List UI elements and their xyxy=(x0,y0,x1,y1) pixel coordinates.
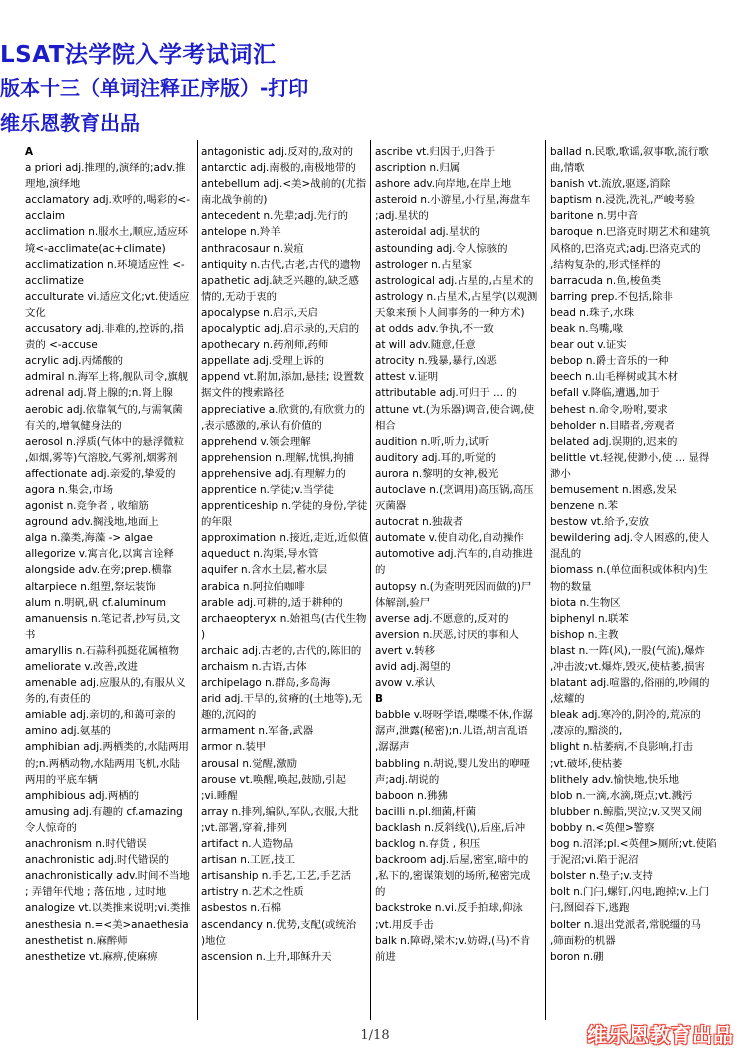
vocab-entry-line: astounding adj.令人惊骇的 xyxy=(375,242,508,255)
vocab-entry-line: archaism n.古语,古体 xyxy=(201,661,307,673)
vocab-entry-line: antebellum adj.<美>战前的(尤指 xyxy=(201,178,367,191)
vocab-entry-line: aurora n.黎明的女神,极光 xyxy=(375,467,499,480)
vocab-entry-line: 闩,囫囵吞下,逃跑 xyxy=(550,902,630,915)
vocab-entry-line: amaryllis n.石蒜科孤挺花属植物 xyxy=(25,644,180,657)
vocab-entry-line: beholder n.目睹者,旁观者 xyxy=(550,419,675,432)
vocab-entry-line: ) xyxy=(201,628,206,641)
vocab-entry-line: averse adj.不愿意的,反对的 xyxy=(375,612,509,625)
vocab-entry-line: armament n.军备,武器 xyxy=(201,725,314,738)
vocab-entry-line: beech n.山毛榉树或其木材 xyxy=(550,371,678,384)
vocab-entry-line: ;vt.破坏,使枯萎 xyxy=(550,757,623,770)
vocab-entry-line: amenable adj.应服从的,有服从义 xyxy=(25,677,186,690)
vocab-entry-line: 前进 xyxy=(375,950,396,963)
vocab-entry-line: appellate adj.受理上诉的 xyxy=(201,355,324,368)
vocab-entry-line: apothecary n.药剂师,药师 xyxy=(201,339,329,352)
vocab-entry-line: ,凄凉的,黯淡的, xyxy=(550,725,623,738)
vocab-entry-line: bog n.沼泽;pl.<英俚>厕所;vt.使陷 xyxy=(550,838,717,851)
vocab-column-2 xyxy=(201,144,369,965)
vocab-entry-line: bead n.珠子,水珠 xyxy=(550,306,635,319)
vocab-entry-line: auditory adj.耳的,听觉的 xyxy=(375,451,496,464)
vocab-entry-line: blatant adj.喧嚣的,俗丽的,吵闹的 xyxy=(550,677,710,690)
vocab-entry-line: accusatory adj.非难的,控诉的,指 xyxy=(25,323,184,336)
vocab-entry-line: asbestos n.石棉 xyxy=(201,902,281,915)
vocab-entry-line: ;vi.睡醒 xyxy=(201,789,238,802)
vocab-entry-line: alongside adv.在旁;prep.横靠 xyxy=(25,564,172,577)
vocab-entry-line: at will adv.随意,任意 xyxy=(375,339,476,352)
vocab-entry-line: asteroid n.小游星,小行星,海盘车 xyxy=(375,194,531,207)
vocab-entry-line: astrologer n.占星家 xyxy=(375,258,473,271)
vocab-entry-line: belated adj.误期的,迟来的 xyxy=(550,435,678,448)
vocab-entry-line: acculturate vi.适应文化;vt.使适应 xyxy=(25,290,190,303)
vocab-entry-line: apprehend v.领会理解 xyxy=(201,435,311,448)
vocab-entry-line: 书 xyxy=(25,628,36,641)
vocab-entry-line: baritone n.男中音 xyxy=(550,210,638,223)
vocab-entry-line: alga n.藻类,海藻 -> algae xyxy=(25,532,153,545)
vocab-entry-line: 趣的,沉闷的 xyxy=(201,709,257,722)
vocab-entry-line: aerobic adj.依靠氧气的,与需氧菌 xyxy=(25,403,183,416)
vocab-entry-line: 有关的,增氧健身法的 xyxy=(25,419,122,432)
vocab-entry-line: autopsy n.(为查明死因而做的)尸 xyxy=(375,580,532,593)
vocab-entry-line: ascension n.上升,耶稣升天 xyxy=(201,950,332,963)
vocab-entry-line: bestow vt.给予,安放 xyxy=(550,516,650,529)
vocab-entry-line: 渺小 xyxy=(550,467,571,480)
vocab-entry-line: bacilli n.pl.细菌,杆菌 xyxy=(375,805,477,818)
vocab-entry-line: amusing adj.有趣的 cf.amazing xyxy=(25,805,183,818)
vocab-entry-line: baboon n.狒狒 xyxy=(375,789,448,802)
vocab-entry-line: bolt n.门闩,螺钉,闪电,跑掉;v.上门 xyxy=(550,886,710,899)
vocab-entry-line: automate v.使自动化,自动操作 xyxy=(375,532,524,545)
vocab-entry-line: aqueduct n.沟渠,导水管 xyxy=(201,548,319,561)
vocab-entry-line: 责的 <-accuse xyxy=(25,339,98,352)
vocab-entry-line: altarpiece n.组塑,祭坛装饰 xyxy=(25,580,156,593)
vocab-entry-line: 风格的,巴洛克式;adj.巴洛克式的 xyxy=(550,242,701,255)
vocab-entry-line: autoclave n.(烹调用)高压锅,高压 xyxy=(375,483,534,496)
vocab-entry-line: ,私下的,密谋策划的场所,秘密完成 xyxy=(375,870,531,883)
vocab-entry-line: antecedent n.先辈;adj.先行的 xyxy=(201,210,348,223)
vocab-entry-line: apocalypse n.启示,天启 xyxy=(201,306,318,319)
vocab-entry-line: ,如烟,雾等)气溶胶,气雾剂,烟雾剂 xyxy=(25,451,178,464)
vocab-entry-line: armor n.装甲 xyxy=(201,741,267,754)
vocab-column-3 xyxy=(375,144,543,965)
vocab-entry-line: 理地,演绎地 xyxy=(25,178,81,191)
vocab-entry-line: arouse vt.唤醒,唤起,鼓励,引起 xyxy=(201,773,347,786)
vocab-entry-line: ballad n.民歌,歌谣,叙事歌,流行歌 xyxy=(550,146,709,158)
vocab-entry-line: apocalyptic adj.启示录的,天启的 xyxy=(201,323,360,336)
vocab-entry-line: ,结构复杂的,形式怪样的 xyxy=(550,258,661,271)
vocab-entry-line: bewildering adj.令人困惑的,使人 xyxy=(550,532,710,545)
vocab-entry-line: 天象来预卜人间事务的一种方术) xyxy=(375,306,525,319)
vocab-entry-line: antelope n.羚羊 xyxy=(201,226,281,239)
vocab-entry-line: blast n.一阵(风),一股(气流),爆炸 xyxy=(550,644,705,657)
vocab-entry-line: audition n.听,听力,试听 xyxy=(375,435,490,448)
vocab-entry-line: amiable adj.亲切的,和蔼可亲的 xyxy=(25,709,176,722)
vocab-entry-line: antarctic adj.南极的,南极地带的 xyxy=(201,162,356,175)
vocab-entry-line: backlog n.存货 , 积压 xyxy=(375,838,481,851)
vocab-entry-line: ameliorate v.改善,改进 xyxy=(25,661,138,673)
vocab-entry-line: acclamatory adj.欢呼的,喝彩的<- xyxy=(25,194,190,207)
vocab-entry-line: banish vt.流放,驱逐,消除 xyxy=(550,178,671,191)
vocab-entry-line: 两用的平底车辆 xyxy=(25,773,98,786)
vocab-entry-line: backlash n.反斜线(\),后座,后冲 xyxy=(375,821,526,834)
vocab-entry-line: ascription n.归属 xyxy=(375,162,461,175)
vocab-entry-line: barracuda n.鱼,梭鱼类 xyxy=(550,274,662,287)
vocab-entry-line: acclimatization n.环境适应性 <- xyxy=(25,258,185,271)
document-title: LSAT法学院入学考试词汇 xyxy=(0,42,277,68)
vocab-entry-line: babble v.呀呀学语,喋喋不休,作潺 xyxy=(375,709,533,722)
vocab-entry-line: ascendancy n.优势,支配(或统治 xyxy=(201,918,357,931)
vocab-entry-line: artisan n.工匠,技工 xyxy=(201,854,296,867)
vocab-entry-line: blithely adv.愉快地,快乐地 xyxy=(550,773,680,786)
publisher-watermark: 维乐恩教育出品 xyxy=(587,1023,734,1047)
vocab-entry-line: anesthesia n.=<美>anaethesia xyxy=(25,918,189,931)
vocab-entry-line: appreciative a.欣赏的,有欣赏力的 xyxy=(201,403,365,416)
vocab-entry-line: acclaim xyxy=(25,210,66,223)
vocab-entry-line: biomass n.(单位面积或体积内)生 xyxy=(550,564,708,577)
vocab-entry-line: ;vt.用反手击 xyxy=(375,918,434,931)
vocab-entry-line: 文化 xyxy=(25,306,46,319)
vocab-entry-line: arousal n.觉醒,激励 xyxy=(201,757,298,770)
vocab-entry-line: bishop n.主教 xyxy=(550,628,619,641)
vocab-entry-line: attest v.证明 xyxy=(375,371,439,384)
vocab-entry-line: 南北战争前的) xyxy=(201,194,268,207)
vocab-entry-line: apathetic adj.缺乏兴趣的,缺乏感 xyxy=(201,274,359,287)
vocab-entry-line: babbling n.胡说,婴儿发出的咿哑 xyxy=(375,757,531,770)
vocab-entry-line: ,表示感激的,承认有价值的 xyxy=(201,419,322,432)
vocab-entry-line: artisanship n.手艺,工艺,手艺活 xyxy=(201,870,351,883)
vocab-entry-line: anachronistically adv.时间不当地 xyxy=(25,870,190,883)
vocab-entry-line: boron n.硼 xyxy=(550,950,604,963)
vocab-entry-line: antiquity n.古代,古老,古代的遗物 xyxy=(201,258,361,271)
vocab-entry-line: beak n.鸟嘴,喙 xyxy=(550,323,624,336)
vocab-entry-line: bemusement n.困惑,发呆 xyxy=(550,483,677,496)
vocab-entry-line: avow v.承认 xyxy=(375,677,436,690)
vocab-entry-line: ,冲击波;vt.爆炸,毁灭,使枯萎,损害 xyxy=(550,661,705,673)
vocab-entry-line: ascribe vt.归因于,归咎于 xyxy=(375,146,496,158)
vocab-entry-line: bolter n.退出党派者,常脱缰的马 xyxy=(550,918,701,931)
vocab-entry-line: biota n.生物区 xyxy=(550,596,621,609)
vocab-entry-line: attributable adj.可归于 ... 的 xyxy=(375,387,517,400)
vocab-entry-line: 据文件的搜索路径 xyxy=(201,387,285,400)
vocab-entry-line: bobby n.<英俚>警察 xyxy=(550,821,655,834)
vocab-entry-line: behest n.命令,吩咐,要求 xyxy=(550,403,668,416)
vocab-entry-line: arabica n.阿拉伯咖啡 xyxy=(201,580,305,593)
vocab-entry-line: aquifer n.含水土层,蓄水层 xyxy=(201,564,327,577)
vocab-entry-line: ,筛面粉的机器 xyxy=(550,934,616,947)
vocab-entry-line: archipelago n.群岛,多岛海 xyxy=(201,677,331,690)
vocab-entry-line: avert v.转移 xyxy=(375,644,435,657)
vocab-entry-line: attune vt.(为乐器)调音,使合调,使 xyxy=(375,403,535,416)
vocab-entry-line: array n.排列,编队,军队,衣服,大批 xyxy=(201,805,359,818)
vocab-entry-line: 境<-acclimate(ac+climate) xyxy=(25,242,166,255)
vocab-entry-line: affectionate adj.亲爱的,挚爱的 xyxy=(25,467,176,480)
vocab-entry-line: archaic adj.古老的,古代的,陈旧的 xyxy=(201,644,362,657)
vocab-entry-line: 曲,情歌 xyxy=(550,162,585,175)
vocab-entry-line: ,潺潺声 xyxy=(375,741,410,754)
vocab-entry-line: befall v.降临,遭遇,加于 xyxy=(550,387,660,400)
vocab-entry-line: 务的,有责任的 xyxy=(25,693,91,706)
vocab-entry-line: adrenal adj.肾上腺的;n.肾上腺 xyxy=(25,387,173,400)
vocab-entry-line: 体解剖,验尸 xyxy=(375,596,431,609)
vocab-entry-line: aversion n.厌恶,讨厌的事和人 xyxy=(375,628,520,641)
vocab-entry-line: 的 xyxy=(375,886,386,899)
vocab-entry-line: artistry n.艺术之性质 xyxy=(201,886,304,899)
vocab-entry-line: ashore adv.向岸地,在岸上地 xyxy=(375,178,512,191)
vocab-entry-line: a priori adj.推理的,演绎的;adv.推 xyxy=(25,162,186,175)
vocab-entry-line: analogize vt.以类推来说明;vi.类推 xyxy=(25,902,191,915)
vocab-entry-line: benzene n.苯 xyxy=(550,500,618,513)
vocab-entry-line: backstroke n.vi.反手拍球,仰泳 xyxy=(375,902,523,915)
vocab-entry-line: ;vt.部署,穿着,排列 xyxy=(201,821,287,834)
column-divider xyxy=(197,140,198,1020)
vocab-entry-line: ;adj.星状的 xyxy=(375,210,429,223)
document-subtitle: 版本十三（单词注释正序版）-打印 xyxy=(0,76,309,100)
vocab-entry-line: arable adj.可耕的,适于耕种的 xyxy=(201,596,343,609)
vocab-entry-line: bolster n.垫子;v.支持 xyxy=(550,870,653,883)
vocab-entry-line: balk n.障碍,梁木;v.妨碍,(马)不肯 xyxy=(375,934,531,947)
vocab-entry-line: biphenyl n.联苯 xyxy=(550,612,629,625)
vocab-entry-line: amphibian adj.两栖类的,水陆两用 xyxy=(25,741,189,754)
vocab-entry-line: blight n.枯萎病,不良影响,打击 xyxy=(550,741,693,754)
vocab-entry-line: baptism n.浸洗,洗礼,严峻考验 xyxy=(550,194,695,207)
vocab-entry-line: baroque n.巴洛克时期艺术和建筑 xyxy=(550,226,711,239)
vocab-entry-line: 情的,无动于衷的 xyxy=(201,290,278,303)
vocab-entry-line: atrocity n.残暴,暴行,凶恶 xyxy=(375,355,497,368)
vocab-entry-line: ; 弄错年代地 ; 落伍地 , 过时地 xyxy=(25,886,167,899)
vocab-entry-line: astrology n.占星术,占星学(以观测 xyxy=(375,290,538,303)
vocab-entry-line: bleak adj.寒冷的,阴冷的,荒凉的 xyxy=(550,709,701,722)
vocab-entry-line: append vt.附加,添加,悬挂; 设置数 xyxy=(201,371,364,384)
vocab-entry-line: alum n.明矾,矾 cf.aluminum xyxy=(25,596,166,609)
vocab-entry-line: 的;n.两栖动物,水陆两用飞机,水陆 xyxy=(25,757,181,770)
vocab-entry-line: bebop n.爵士音乐的一种 xyxy=(550,355,669,368)
vocab-entry-line: avid adj.渴望的 xyxy=(375,661,451,673)
vocab-entry-line: amphibious adj.两栖的 xyxy=(25,789,140,802)
vocab-entry-line: backroom adj.后屋,密室,暗中的 xyxy=(375,854,529,867)
vocab-entry-line: anachronistic adj.时代错误的 xyxy=(25,854,169,867)
vocab-entry-line: aerosol n.浮质(气体中的悬浮微粒 xyxy=(25,435,184,448)
vocab-entry-line: 灭菌器 xyxy=(375,500,407,513)
vocab-entry-line: 令人惊奇的 xyxy=(25,821,77,834)
vocab-entry-line: acclimation n.服水土,顺应,适应环 xyxy=(25,226,188,239)
vocab-entry-line: acclimatize xyxy=(25,274,84,287)
vocab-entry-line: 的年限 xyxy=(201,516,233,529)
vocab-entry-line: ,炫耀的 xyxy=(550,693,585,706)
vocab-entry-line: amino adj.氨基的 xyxy=(25,725,111,738)
vocab-entry-line: acrylic adj.丙烯酸的 xyxy=(25,355,124,368)
vocab-entry-line: arid adj.干旱的,贫瘠的(土地等),无 xyxy=(201,693,363,706)
vocab-entry-line: bear out v.证实 xyxy=(550,339,627,352)
vocab-entry-line: blubber n.鲸脂,哭泣;v.又哭又闹 xyxy=(550,805,702,818)
publisher-line: 维乐恩教育出品 xyxy=(0,111,140,135)
vocab-entry-line: anachronism n.时代错误 xyxy=(25,838,147,851)
vocab-entry-line: 相合 xyxy=(375,419,396,432)
vocab-entry-line: archaeopteryx n.始祖鸟(古代生物 xyxy=(201,612,367,625)
vocab-entry-line: belittle vt.轻视,使渺小,使 ... 显得 xyxy=(550,451,710,464)
vocab-entry-line: aground adv.搁浅地,地面上 xyxy=(25,516,159,529)
vocab-entry-line: 的 xyxy=(375,564,386,577)
vocab-entry-line: admiral n.海军上将,舰队司令,旗舰 xyxy=(25,371,189,384)
vocab-entry-line: apprehension n.理解,忧惧,拘捕 xyxy=(201,451,354,464)
column-divider xyxy=(370,140,371,1020)
vocab-entry-line: anthracosaur n.炭疽 xyxy=(201,242,304,255)
vocab-entry-line: autocrat n.独裁者 xyxy=(375,516,464,529)
vocab-entry-line: antagonistic adj.反对的,敌对的 xyxy=(201,146,354,158)
vocab-entry-line: apprentice n.学徒;v.当学徒 xyxy=(201,483,334,496)
vocab-entry-line: at odds adv.争执,不一致 xyxy=(375,323,494,336)
vocab-entry-line: 混乱的 xyxy=(550,548,582,561)
vocab-entry-line: apprenticeship n.学徒的身份,学徒 xyxy=(201,500,368,513)
vocab-entry-line: artifact n.人造物品 xyxy=(201,838,294,851)
vocab-entry-line: blob n.一滴,水滴,斑点;vt.溅污 xyxy=(550,789,693,802)
vocab-entry-line: barring prep.不包括,除非 xyxy=(550,290,673,303)
vocab-entry-line: automotive adj.汽车的,自动推进 xyxy=(375,548,533,561)
section-letter: B xyxy=(375,693,383,706)
vocab-entry-line: )地位 xyxy=(201,934,226,947)
vocab-entry-line: agonist n.竞争者 , 收缩筋 xyxy=(25,500,149,513)
vocab-entry-line: approximation n.接近,走近,近似值 xyxy=(201,532,369,545)
vocab-entry-line: 声;adj.胡说的 xyxy=(375,773,440,786)
vocab-entry-line: agora n.集会,市场 xyxy=(25,483,114,496)
column-divider xyxy=(545,140,546,1020)
vocab-column-4 xyxy=(550,144,722,965)
section-letter: A xyxy=(25,146,34,158)
vocab-entry-line: apprehensive adj.有理解力的 xyxy=(201,467,346,480)
vocab-entry-line: asteroidal adj.星状的 xyxy=(375,226,481,239)
vocab-entry-line: 物的数量 xyxy=(550,580,592,593)
vocab-entry-line: 于泥沼;vi.陷于泥沼 xyxy=(550,854,639,867)
vocab-entry-line: amanuensis n.笔记者,抄写员,文 xyxy=(25,612,181,625)
page-number: 1/18 xyxy=(360,1028,390,1043)
vocab-entry-line: anesthetist n.麻醉师 xyxy=(25,934,128,947)
vocab-entry-line: 潺声,泄露(秘密);n.儿语,胡言乱语 xyxy=(375,725,528,738)
vocab-entry-line: allegorize v.寓言化,以寓言诠释 xyxy=(25,548,174,561)
vocab-entry-line: astrological adj.占星的,占星术的 xyxy=(375,274,534,287)
vocab-column-1 xyxy=(25,144,195,965)
vocab-entry-line: anesthetize vt.麻痹,使麻痹 xyxy=(25,950,158,963)
